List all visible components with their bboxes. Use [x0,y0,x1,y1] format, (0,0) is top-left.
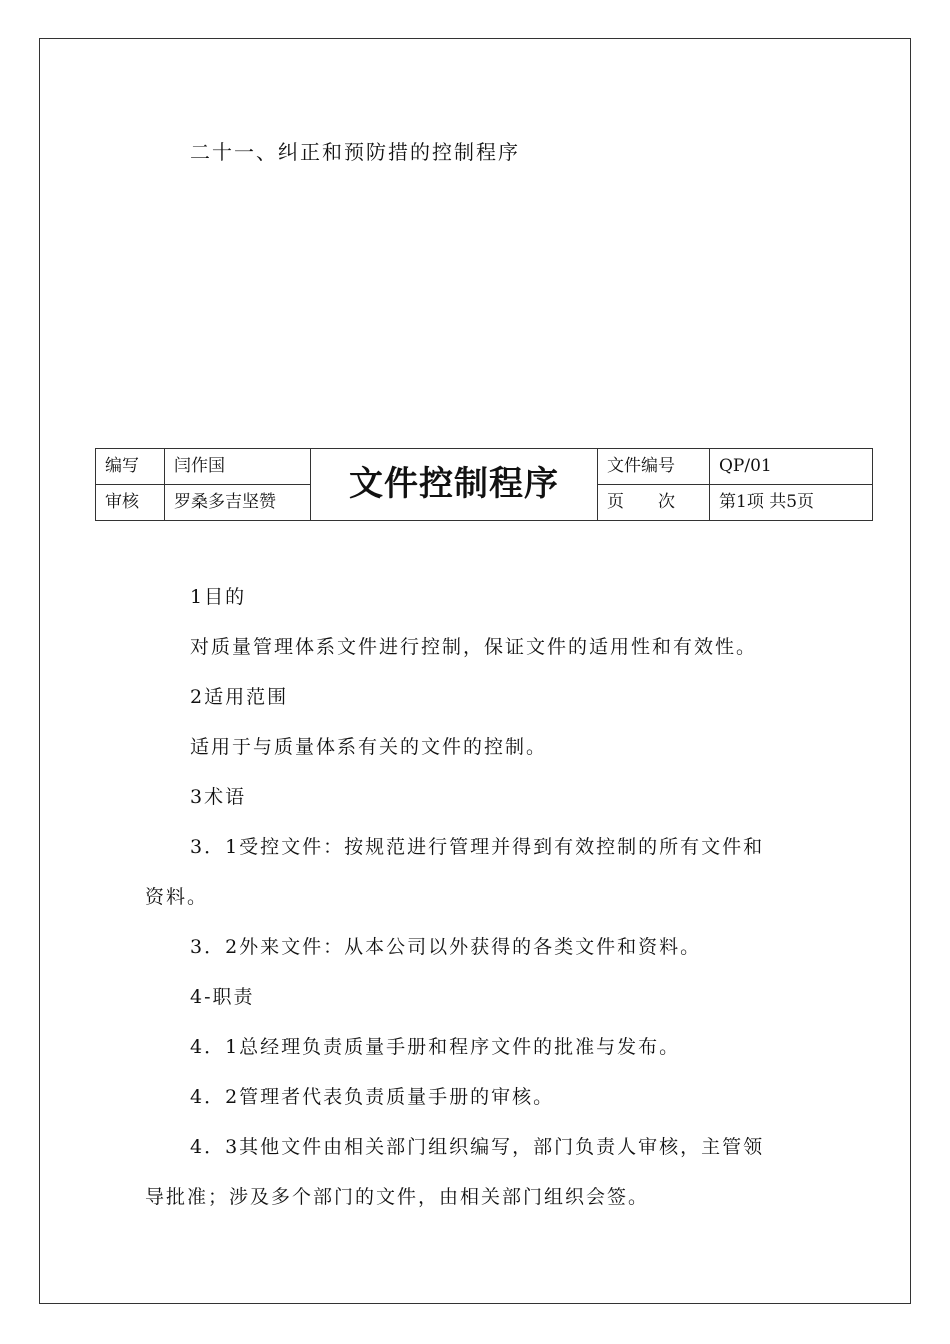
page-value: 第1项 共5页 [710,485,873,521]
duty-3-line-1: 4．3其他文件由相关部门组织编写，部门负责人审核，主管领 [190,1136,765,1158]
document-title: 文件控制程序 [311,449,598,521]
purpose-heading: 1目的 [190,586,247,608]
author-label: 编写 [96,449,165,485]
term-1-line-2: 资料。 [145,886,209,908]
doc-number-label: 文件编号 [598,449,710,485]
header-row-1 [96,449,873,485]
reviewer-value: 罗桑多吉坚赞 [165,485,311,521]
term-1-line-1: 3．1受控文件：按规范进行管理并得到有效控制的所有文件和 [190,836,765,858]
term-2: 3．2外来文件：从本公司以外获得的各类文件和资料。 [190,936,702,958]
author-value: 闫作国 [165,449,311,485]
duty-1: 4．1总经理负责质量手册和程序文件的批准与发布。 [190,1036,681,1058]
scope-text: 适用于与质量体系有关的文件的控制。 [190,736,548,758]
page-label: 页 次 [598,485,710,521]
chapter-heading: 二十一、纠正和预防措的控制程序 [190,140,520,164]
document-header-table [95,448,873,521]
duty-3-line-2: 导批准；涉及多个部门的文件，由相关部门组织会签。 [145,1186,650,1208]
duty-2: 4．2管理者代表负责质量手册的审核。 [190,1086,555,1108]
duties-heading: 4-职责 [190,986,255,1008]
doc-number-value: QP/01 [710,449,873,485]
scope-heading: 2适用范围 [190,686,289,708]
reviewer-label: 审核 [96,485,165,521]
purpose-text: 对质量管理体系文件进行控制，保证文件的适用性和有效性。 [190,636,758,658]
terms-heading: 3术语 [190,786,247,808]
page-border [39,38,911,1304]
